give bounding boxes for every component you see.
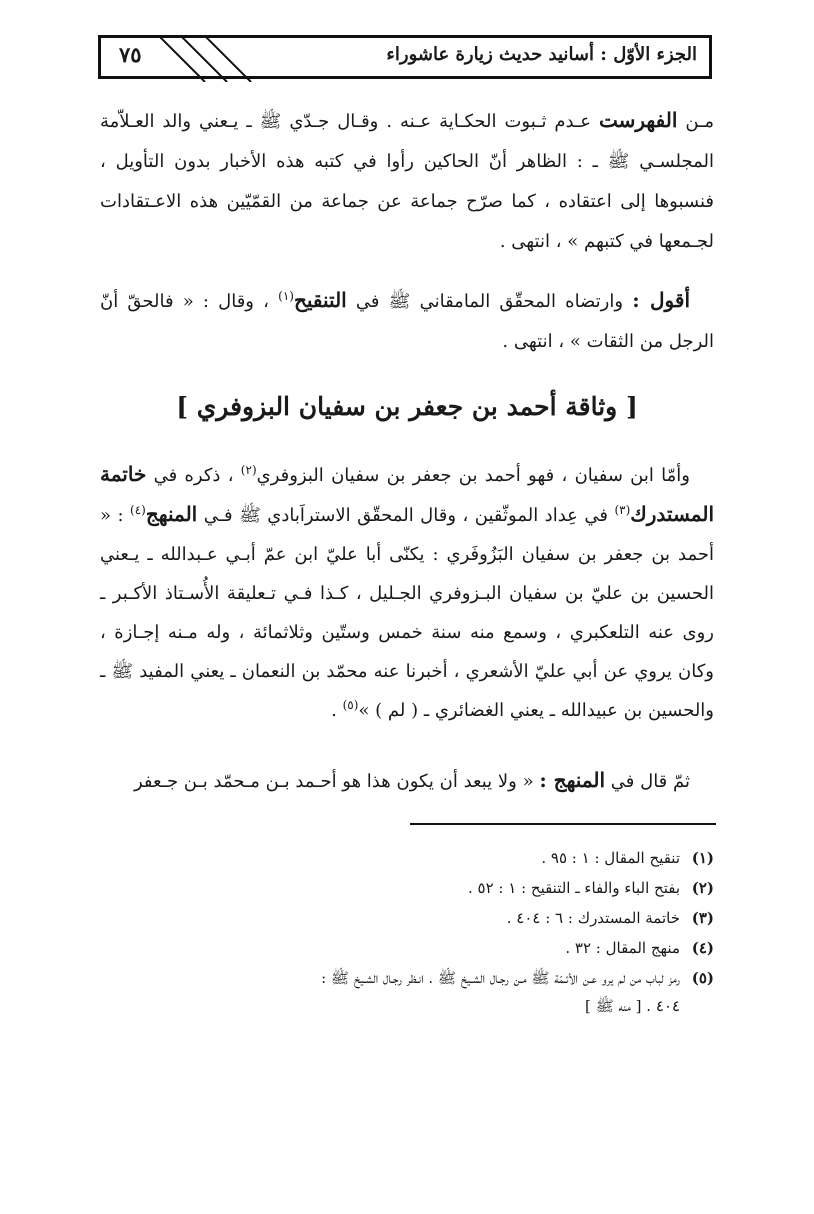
footnote-number: (٤) [691,939,714,957]
footnote-ref-2[interactable]: (٢) [240,463,257,477]
footnote-divider [410,823,716,825]
footnote-text: رمز لباب من لم يرو عـن الأئـمّة ﷺ مـن رجـال الشـيخ ﷺ . انـظر رجـال الشـيخ ﷺ : [321,969,680,987]
footnote-5 [100,963,714,993]
running-header [98,35,712,79]
para3-text5: . [331,700,343,721]
footnote-ref-5[interactable]: (٥) [342,698,359,712]
footnote-5-continuation: ٤٠٤ . [ منه ﷺ ] [584,997,680,1015]
header-title: الجزء الأوّل : أسانيد حديث زيارة عاشوراء [386,44,697,65]
page-number: ٧٥ [119,42,142,67]
footnote-number: (٢) [691,879,714,897]
paragraph-2 [100,280,714,362]
para3-text4: : « أحمد بن جعفر بن سفيان البَزُوفَري : يكنّى أبا عليّ ابن عمّ أبـي عـبدالله ـ يـعني الحسين بن عليّ بن سفيان البـزوفري الجـليل ، كـذا فـي تـعليقة الأُسـتاذ الأكـبر ـ روى عنه التلعكبري ، وسمع منه سنة خمس وستّين وثلاثمائة ، وله مـنه إجـازة ، وكان يروي عن أبي عليّ الأشعري ، أخبرنا عنه محمّد بن النعمان ـ يعني المفيد ﷺ ـ والحسين بن عبيدالله ـ يعني الغضائري ـ ( لم ) » [100,505,714,721]
footnote-4 [100,933,714,963]
footnote-text: خاتمة المستدرك : ٦ : ٤٠٤ . [506,909,680,927]
para1-bold-source: الفهرست [598,108,678,132]
footnote-2 [100,873,714,903]
para3-text1: وأمّا ابن سفيان ، فهو أحمد بن جعفر بن سفيان البزوفري [256,465,690,486]
para2-bold-tanqih: التنقيح [293,288,347,312]
para3-bold-manhaj: المنهج [145,502,198,526]
section-title: [ وثاقة أحمد بن جعفر بن سفيان البزوفري ] [176,392,638,421]
footnote-number: (٥) [691,969,714,987]
para2-bold-aqool: أقول : [632,288,690,312]
paragraph-1 [100,100,714,262]
footnote-number: (٣) [691,909,714,927]
para4-text1: ثمّ قال في [605,771,690,792]
para2-text1: وارتضاه المحقّق المامقاني ﷺ في [346,291,633,312]
para3-text3: في عِداد الموثّقين ، وقال المحقّق الاستراَبادي ﷺ فـي [197,505,615,526]
footnote-text: تنقيح المقال : ١ : ٩٥ . [541,849,680,867]
para3-text2: ، ذكره في [146,465,241,486]
paragraph-4 [100,760,714,802]
para1-text2: عـدم ثـبوت الحكـاية عـنه . وقـال جـدّي ﷺ ـ يـعني والد العـلاّمة المجلسـي ﷺ ـ : الظاهر أنّ الحاكين رأوا في كتبه هذه الأخبار بدون التأويل ، فنسبوها إلى اعتقاده ، كما صرّح جماعة عن جماعة من القمّيّين هذه الاعـتقادات لجـمعها في كتبهم » ، انتهى . [100,111,714,252]
para2-text2: ، وقال : « فالحقّ أنّ الرجل من الثقات » ، انتهى . [100,291,714,352]
footnote-ref-1[interactable]: (١) [278,289,294,303]
footnote-ref-4[interactable]: (٤) [130,503,146,517]
footnote-number: (١) [691,849,714,867]
footnote-ref-3[interactable]: (٣) [614,503,631,517]
para4-bold-manhaj: المنهج : [539,768,606,792]
footnote-text: منهج المقال : ٣٢ . [565,939,680,957]
para3-bold-khatima: خاتمة المستدرك [100,462,715,526]
footnote-1 [100,843,714,873]
footnote-3 [100,903,714,933]
para4-text2: « ولا يبعد أن يكون هذا هو أحـمد بـن مـحمّد بـن جـعفر [133,771,540,792]
paragraph-3 [100,455,714,730]
para1-text1: مـن [677,111,714,132]
footnote-text: بفتح الباء والفاء ـ التنقيح : ١ : ٥٢ . [467,879,680,897]
footnotes [100,843,714,1019]
